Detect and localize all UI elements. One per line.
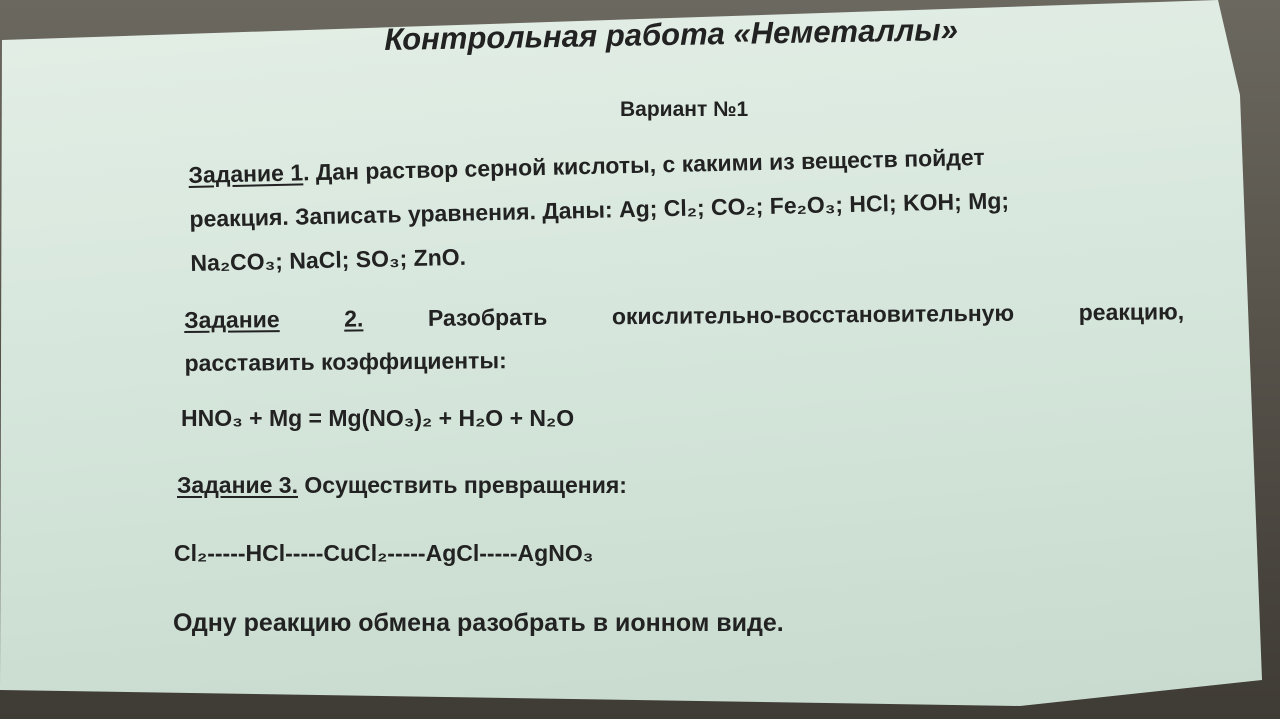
task-3 — [177, 472, 627, 499]
task-1 — [188, 134, 1011, 285]
task-2-word-1: Разобрать — [427, 303, 548, 331]
task-2-label-number: 2. — [344, 305, 364, 332]
task-2-line-2: расставить коэффициенты: — [184, 347, 507, 376]
variant-heading: Вариант №1 — [620, 98, 749, 121]
task-1-text: . Дан раствор серной кислоты, с какими из веществ пойдет — [302, 143, 985, 186]
task-2-word-3: реакцию, — [1078, 298, 1185, 326]
task-3-text: Осуществить превращения: — [298, 472, 627, 498]
task-2-label-word: Задание — [184, 306, 280, 333]
document-title: Контрольная работа «Неметаллы» — [384, 11, 959, 57]
task-1-line-2: реакция. Записать уравнения. Даны: Ag; Cl₂; CO₂; Fe₂O₃; HCl; KOH; Mg; — [189, 187, 1010, 232]
task-2-word-2: окислительно-восстановительную — [611, 299, 1015, 330]
task-1-label: Задание 1 — [188, 159, 304, 188]
ionic-form-note: Одну реакцию обмена разобрать в ионном виде. — [173, 609, 784, 637]
task-2 — [184, 290, 1185, 385]
redox-equation: HNO₃ + Mg = Mg(NO₃)₂ + H₂O + N₂O — [181, 405, 575, 431]
transformation-chain: Cl₂-----HCl-----CuCl₂-----AgCl-----AgNO₃ — [174, 540, 594, 566]
task-1-line-3: Na₂CO₃; NaCl; SO₃; ZnO. — [190, 243, 467, 276]
task-3-label: Задание 3. — [177, 472, 298, 498]
